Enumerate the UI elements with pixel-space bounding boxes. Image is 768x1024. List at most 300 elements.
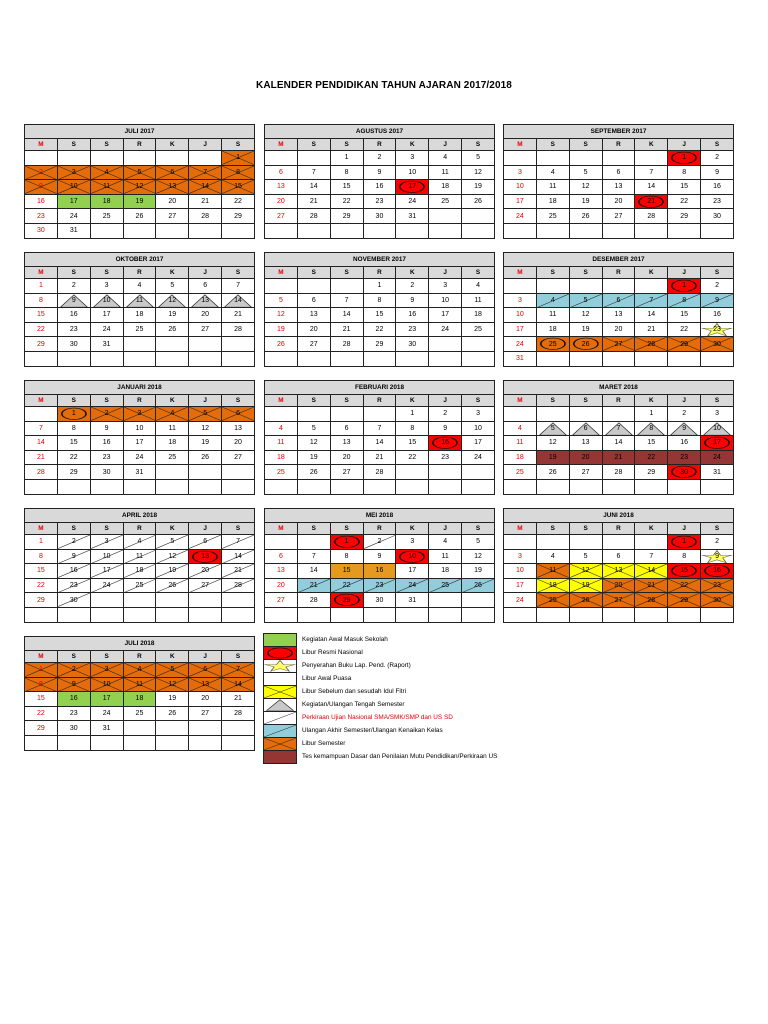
day-number: 14 bbox=[309, 183, 318, 191]
day-number: 30 bbox=[69, 724, 78, 732]
day-number: 28 bbox=[309, 596, 318, 604]
day-cell bbox=[668, 607, 701, 622]
day-cell bbox=[57, 706, 90, 721]
day-number: 2 bbox=[377, 154, 382, 162]
day-cell bbox=[189, 535, 222, 550]
day-number: 19 bbox=[168, 695, 177, 703]
day-cell bbox=[25, 436, 58, 451]
day-cell bbox=[25, 607, 58, 622]
day-number: 1 bbox=[410, 410, 415, 418]
day-cell bbox=[635, 407, 668, 422]
day-cell bbox=[462, 421, 495, 436]
day-cell bbox=[429, 308, 462, 323]
weekday-header: K bbox=[396, 139, 429, 151]
weekday-header: J bbox=[429, 267, 462, 279]
day-cell bbox=[123, 721, 156, 736]
day-cell bbox=[429, 351, 462, 366]
day-cell bbox=[265, 180, 298, 195]
weekday-header: S bbox=[90, 139, 123, 151]
weekday-header: S bbox=[330, 523, 363, 535]
day-cell bbox=[504, 564, 537, 579]
day-number: 11 bbox=[441, 552, 449, 560]
day-cell bbox=[635, 549, 668, 564]
day-number: 29 bbox=[234, 212, 242, 220]
day-cell bbox=[189, 549, 222, 564]
day-cell bbox=[330, 223, 363, 238]
tri-swatch bbox=[263, 698, 297, 712]
day-cell bbox=[265, 593, 298, 608]
day-number: 21 bbox=[647, 198, 656, 206]
day-number: 26 bbox=[581, 212, 590, 220]
month-title: NOVEMBER 2017 bbox=[265, 253, 495, 267]
day-number: 9 bbox=[71, 552, 76, 560]
month-title: MARET 2018 bbox=[504, 381, 734, 395]
orange-x-mark bbox=[264, 738, 296, 750]
day-cell bbox=[265, 209, 298, 224]
day-number: 5 bbox=[583, 168, 588, 176]
day-number: 16 bbox=[375, 567, 384, 575]
day-number: 8 bbox=[682, 168, 687, 176]
day-cell bbox=[189, 351, 222, 366]
day-cell bbox=[222, 735, 255, 750]
day-number: 20 bbox=[201, 567, 210, 575]
day-number: 22 bbox=[680, 326, 689, 334]
star-mark bbox=[264, 660, 296, 672]
weekday-header: M bbox=[504, 139, 537, 151]
day-number: 8 bbox=[236, 168, 240, 176]
day-cell bbox=[123, 465, 156, 480]
day-cell bbox=[330, 465, 363, 480]
day-cell bbox=[504, 194, 537, 209]
day-cell bbox=[297, 593, 330, 608]
day-number: 13 bbox=[309, 311, 318, 319]
day-number: 10 bbox=[69, 183, 78, 191]
day-cell bbox=[635, 223, 668, 238]
day-cell bbox=[25, 293, 58, 308]
day-cell bbox=[222, 293, 255, 308]
day-cell bbox=[668, 151, 701, 166]
day-cell bbox=[25, 322, 58, 337]
brown-swatch bbox=[263, 750, 297, 764]
day-cell bbox=[189, 337, 222, 352]
weekday-header: M bbox=[265, 395, 298, 407]
day-cell bbox=[297, 479, 330, 494]
day-number: 3 bbox=[443, 282, 448, 290]
day-cell bbox=[602, 322, 635, 337]
day-cell bbox=[363, 223, 396, 238]
month-title: SEPTEMBER 2017 bbox=[504, 125, 734, 139]
day-number: 16 bbox=[713, 311, 721, 319]
day-cell bbox=[569, 564, 602, 579]
day-cell bbox=[189, 450, 222, 465]
day-cell bbox=[536, 436, 569, 451]
day-number: 23 bbox=[713, 198, 721, 206]
day-cell bbox=[57, 721, 90, 736]
weekday-header: K bbox=[635, 139, 668, 151]
day-number: 13 bbox=[168, 183, 177, 191]
day-cell bbox=[222, 721, 255, 736]
day-cell bbox=[57, 535, 90, 550]
weekday-header: S bbox=[462, 523, 495, 535]
day-cell bbox=[222, 165, 255, 180]
day-cell bbox=[701, 165, 734, 180]
day-cell bbox=[156, 564, 189, 579]
weekday-header: M bbox=[265, 523, 298, 535]
day-cell bbox=[701, 279, 734, 294]
weekday-header: S bbox=[57, 267, 90, 279]
day-cell bbox=[57, 450, 90, 465]
day-cell bbox=[330, 436, 363, 451]
day-cell bbox=[57, 692, 90, 707]
day-number: 18 bbox=[474, 311, 482, 319]
day-number: 11 bbox=[549, 311, 557, 319]
day-number: 1 bbox=[236, 154, 240, 162]
day-cell bbox=[90, 180, 123, 195]
day-cell bbox=[330, 279, 363, 294]
day-cell bbox=[462, 351, 495, 366]
day-cell bbox=[330, 593, 363, 608]
day-cell bbox=[25, 721, 58, 736]
day-number: 11 bbox=[168, 424, 176, 432]
month-calendar bbox=[503, 508, 734, 623]
day-cell bbox=[668, 308, 701, 323]
day-cell bbox=[156, 677, 189, 692]
weekday-header: J bbox=[189, 139, 222, 151]
legend-item bbox=[263, 711, 563, 725]
day-cell bbox=[701, 564, 734, 579]
day-cell bbox=[602, 549, 635, 564]
day-number: 18 bbox=[135, 695, 144, 703]
day-number: 16 bbox=[680, 439, 689, 447]
day-number: 24 bbox=[102, 582, 111, 590]
day-cell bbox=[222, 564, 255, 579]
day-cell bbox=[330, 578, 363, 593]
month-calendar bbox=[24, 380, 255, 495]
day-cell bbox=[429, 450, 462, 465]
day-number: 18 bbox=[548, 582, 557, 590]
day-cell bbox=[189, 677, 222, 692]
day-cell bbox=[363, 279, 396, 294]
day-cell bbox=[701, 223, 734, 238]
day-cell bbox=[57, 279, 90, 294]
weekday-header: S bbox=[57, 395, 90, 407]
day-number: 27 bbox=[201, 710, 210, 718]
day-cell bbox=[57, 564, 90, 579]
day-number: 29 bbox=[342, 596, 351, 604]
day-cell bbox=[222, 450, 255, 465]
day-cell bbox=[569, 209, 602, 224]
weekday-header: M bbox=[25, 139, 58, 151]
day-number: 6 bbox=[616, 168, 621, 176]
day-number: 1 bbox=[38, 666, 43, 674]
day-number: 1 bbox=[344, 154, 349, 162]
day-cell bbox=[602, 351, 635, 366]
day-cell bbox=[222, 407, 255, 422]
day-number: 24 bbox=[516, 340, 524, 348]
day-cell bbox=[363, 535, 396, 550]
day-cell bbox=[602, 436, 635, 451]
day-cell bbox=[25, 151, 58, 166]
day-cell bbox=[156, 209, 189, 224]
day-cell bbox=[57, 479, 90, 494]
day-number: 23 bbox=[375, 582, 384, 590]
day-cell bbox=[297, 578, 330, 593]
weekday-header: S bbox=[57, 523, 90, 535]
day-number: 9 bbox=[71, 680, 76, 688]
day-cell bbox=[189, 209, 222, 224]
day-cell bbox=[536, 564, 569, 579]
day-cell bbox=[156, 165, 189, 180]
day-number: 18 bbox=[548, 198, 557, 206]
day-cell bbox=[90, 564, 123, 579]
day-cell bbox=[57, 351, 90, 366]
day-number: 23 bbox=[713, 326, 721, 334]
day-cell bbox=[222, 436, 255, 451]
day-cell bbox=[429, 549, 462, 564]
day-number: 26 bbox=[581, 596, 590, 604]
day-cell bbox=[504, 436, 537, 451]
day-cell bbox=[156, 593, 189, 608]
day-cell bbox=[57, 293, 90, 308]
green-swatch bbox=[263, 633, 297, 647]
day-cell bbox=[90, 223, 123, 238]
day-cell bbox=[701, 308, 734, 323]
day-cell bbox=[701, 607, 734, 622]
month-title: JULI 2017 bbox=[25, 125, 255, 139]
day-cell bbox=[222, 209, 255, 224]
day-number: 23 bbox=[441, 454, 450, 462]
day-cell bbox=[265, 165, 298, 180]
day-cell bbox=[396, 293, 429, 308]
day-number: 29 bbox=[342, 212, 351, 220]
orange-x-swatch bbox=[263, 737, 297, 751]
day-cell bbox=[156, 308, 189, 323]
day-cell bbox=[189, 223, 222, 238]
day-cell bbox=[57, 607, 90, 622]
day-cell bbox=[90, 293, 123, 308]
day-number: 20 bbox=[614, 582, 623, 590]
day-cell bbox=[363, 322, 396, 337]
weekday-header: K bbox=[396, 395, 429, 407]
day-cell bbox=[396, 337, 429, 352]
day-cell bbox=[462, 322, 495, 337]
day-cell bbox=[429, 535, 462, 550]
weekday-header: S bbox=[536, 523, 569, 535]
day-number: 1 bbox=[38, 538, 43, 546]
legend-item bbox=[263, 724, 563, 738]
day-cell bbox=[396, 165, 429, 180]
legend-label: Libur Semester bbox=[302, 740, 346, 747]
weekday-header: J bbox=[668, 267, 701, 279]
day-cell bbox=[536, 151, 569, 166]
day-number: 23 bbox=[69, 710, 78, 718]
day-cell bbox=[569, 322, 602, 337]
day-cell bbox=[297, 337, 330, 352]
day-cell bbox=[701, 479, 734, 494]
day-number: 17 bbox=[441, 311, 450, 319]
day-number: 6 bbox=[278, 552, 283, 560]
blank-swatch bbox=[263, 672, 297, 686]
day-cell bbox=[635, 337, 668, 352]
day-number: 21 bbox=[375, 454, 384, 462]
day-number: 7 bbox=[236, 666, 240, 674]
day-number: 7 bbox=[649, 296, 654, 304]
day-number: 22 bbox=[342, 198, 351, 206]
day-number: 23 bbox=[102, 454, 111, 462]
day-cell bbox=[156, 721, 189, 736]
day-cell bbox=[265, 351, 298, 366]
day-number: 10 bbox=[135, 424, 144, 432]
day-cell bbox=[57, 465, 90, 480]
day-number: 17 bbox=[474, 439, 482, 447]
day-cell bbox=[429, 293, 462, 308]
day-cell bbox=[222, 421, 255, 436]
day-number: 17 bbox=[516, 326, 524, 334]
day-cell bbox=[429, 151, 462, 166]
day-number: 22 bbox=[234, 198, 242, 206]
day-number: 26 bbox=[581, 340, 590, 348]
day-cell bbox=[25, 692, 58, 707]
day-number: 18 bbox=[441, 567, 450, 575]
day-cell bbox=[156, 450, 189, 465]
slash-swatch bbox=[263, 711, 297, 725]
weekday-header: J bbox=[668, 395, 701, 407]
day-number: 15 bbox=[342, 183, 351, 191]
day-cell bbox=[330, 479, 363, 494]
day-cell bbox=[123, 479, 156, 494]
day-cell bbox=[265, 535, 298, 550]
day-cell bbox=[90, 479, 123, 494]
day-cell bbox=[569, 421, 602, 436]
day-number: 15 bbox=[37, 567, 45, 575]
day-number: 18 bbox=[516, 454, 524, 462]
day-number: 26 bbox=[548, 468, 557, 476]
day-number: 21 bbox=[37, 454, 45, 462]
day-cell bbox=[189, 578, 222, 593]
day-cell bbox=[462, 194, 495, 209]
day-cell bbox=[363, 337, 396, 352]
day-cell bbox=[569, 223, 602, 238]
day-number: 31 bbox=[69, 227, 78, 235]
day-cell bbox=[265, 564, 298, 579]
day-number: 8 bbox=[71, 424, 76, 432]
day-number: 24 bbox=[408, 582, 417, 590]
day-cell bbox=[602, 151, 635, 166]
day-number: 14 bbox=[647, 183, 656, 191]
day-number: 19 bbox=[474, 183, 482, 191]
day-number: 1 bbox=[344, 538, 349, 546]
day-number: 12 bbox=[548, 439, 557, 447]
day-number: 6 bbox=[203, 666, 208, 674]
day-number: 24 bbox=[474, 454, 482, 462]
weekday-header: K bbox=[156, 523, 189, 535]
day-cell bbox=[429, 407, 462, 422]
day-cell bbox=[156, 180, 189, 195]
day-number: 21 bbox=[309, 582, 318, 590]
day-number: 22 bbox=[37, 710, 45, 718]
day-number: 13 bbox=[277, 183, 285, 191]
day-cell bbox=[504, 293, 537, 308]
day-number: 25 bbox=[135, 326, 144, 334]
day-number: 22 bbox=[37, 582, 45, 590]
day-cell bbox=[297, 279, 330, 294]
day-cell bbox=[396, 308, 429, 323]
day-number: 10 bbox=[516, 183, 524, 191]
day-cell bbox=[25, 209, 58, 224]
day-number: 21 bbox=[647, 326, 656, 334]
day-number: 4 bbox=[550, 552, 555, 560]
day-cell bbox=[57, 194, 90, 209]
day-cell bbox=[123, 165, 156, 180]
day-cell bbox=[462, 337, 495, 352]
day-number: 12 bbox=[168, 296, 177, 304]
day-cell bbox=[668, 322, 701, 337]
day-cell bbox=[668, 337, 701, 352]
day-number: 9 bbox=[377, 168, 382, 176]
day-number: 11 bbox=[516, 439, 524, 447]
day-number: 23 bbox=[37, 212, 45, 220]
weekday-header: S bbox=[701, 395, 734, 407]
day-number: 16 bbox=[69, 567, 78, 575]
day-cell bbox=[57, 549, 90, 564]
day-cell bbox=[222, 194, 255, 209]
day-number: 26 bbox=[168, 326, 177, 334]
day-cell bbox=[189, 180, 222, 195]
day-cell bbox=[569, 180, 602, 195]
day-number: 17 bbox=[408, 567, 417, 575]
day-number: 6 bbox=[278, 168, 283, 176]
day-cell bbox=[25, 535, 58, 550]
day-cell bbox=[635, 209, 668, 224]
day-cell bbox=[635, 180, 668, 195]
day-cell bbox=[57, 436, 90, 451]
day-cell bbox=[189, 293, 222, 308]
day-cell bbox=[265, 421, 298, 436]
day-cell bbox=[396, 436, 429, 451]
day-number: 15 bbox=[375, 311, 384, 319]
day-cell bbox=[222, 593, 255, 608]
day-number: 7 bbox=[649, 168, 654, 176]
day-number: 26 bbox=[168, 710, 177, 718]
day-number: 7 bbox=[236, 538, 240, 546]
day-cell bbox=[668, 564, 701, 579]
day-number: 5 bbox=[583, 296, 588, 304]
tri-mark bbox=[264, 699, 296, 711]
day-number: 31 bbox=[102, 724, 111, 732]
day-cell bbox=[569, 165, 602, 180]
day-cell bbox=[90, 607, 123, 622]
legend-label: Libur Sebelum dan sesudah Idul Fitri bbox=[302, 688, 407, 695]
day-cell bbox=[536, 180, 569, 195]
day-cell bbox=[701, 194, 734, 209]
day-number: 11 bbox=[277, 439, 285, 447]
day-cell bbox=[429, 180, 462, 195]
day-cell bbox=[429, 209, 462, 224]
weekday-header: J bbox=[189, 395, 222, 407]
day-cell bbox=[701, 421, 734, 436]
day-number: 16 bbox=[408, 311, 417, 319]
day-cell bbox=[123, 337, 156, 352]
day-number: 10 bbox=[441, 296, 450, 304]
day-cell bbox=[396, 351, 429, 366]
day-cell bbox=[222, 337, 255, 352]
day-number: 22 bbox=[680, 582, 689, 590]
day-number: 10 bbox=[102, 680, 111, 688]
day-number: 23 bbox=[69, 326, 78, 334]
day-number: 1 bbox=[682, 282, 687, 290]
day-cell bbox=[123, 549, 156, 564]
day-cell bbox=[701, 436, 734, 451]
